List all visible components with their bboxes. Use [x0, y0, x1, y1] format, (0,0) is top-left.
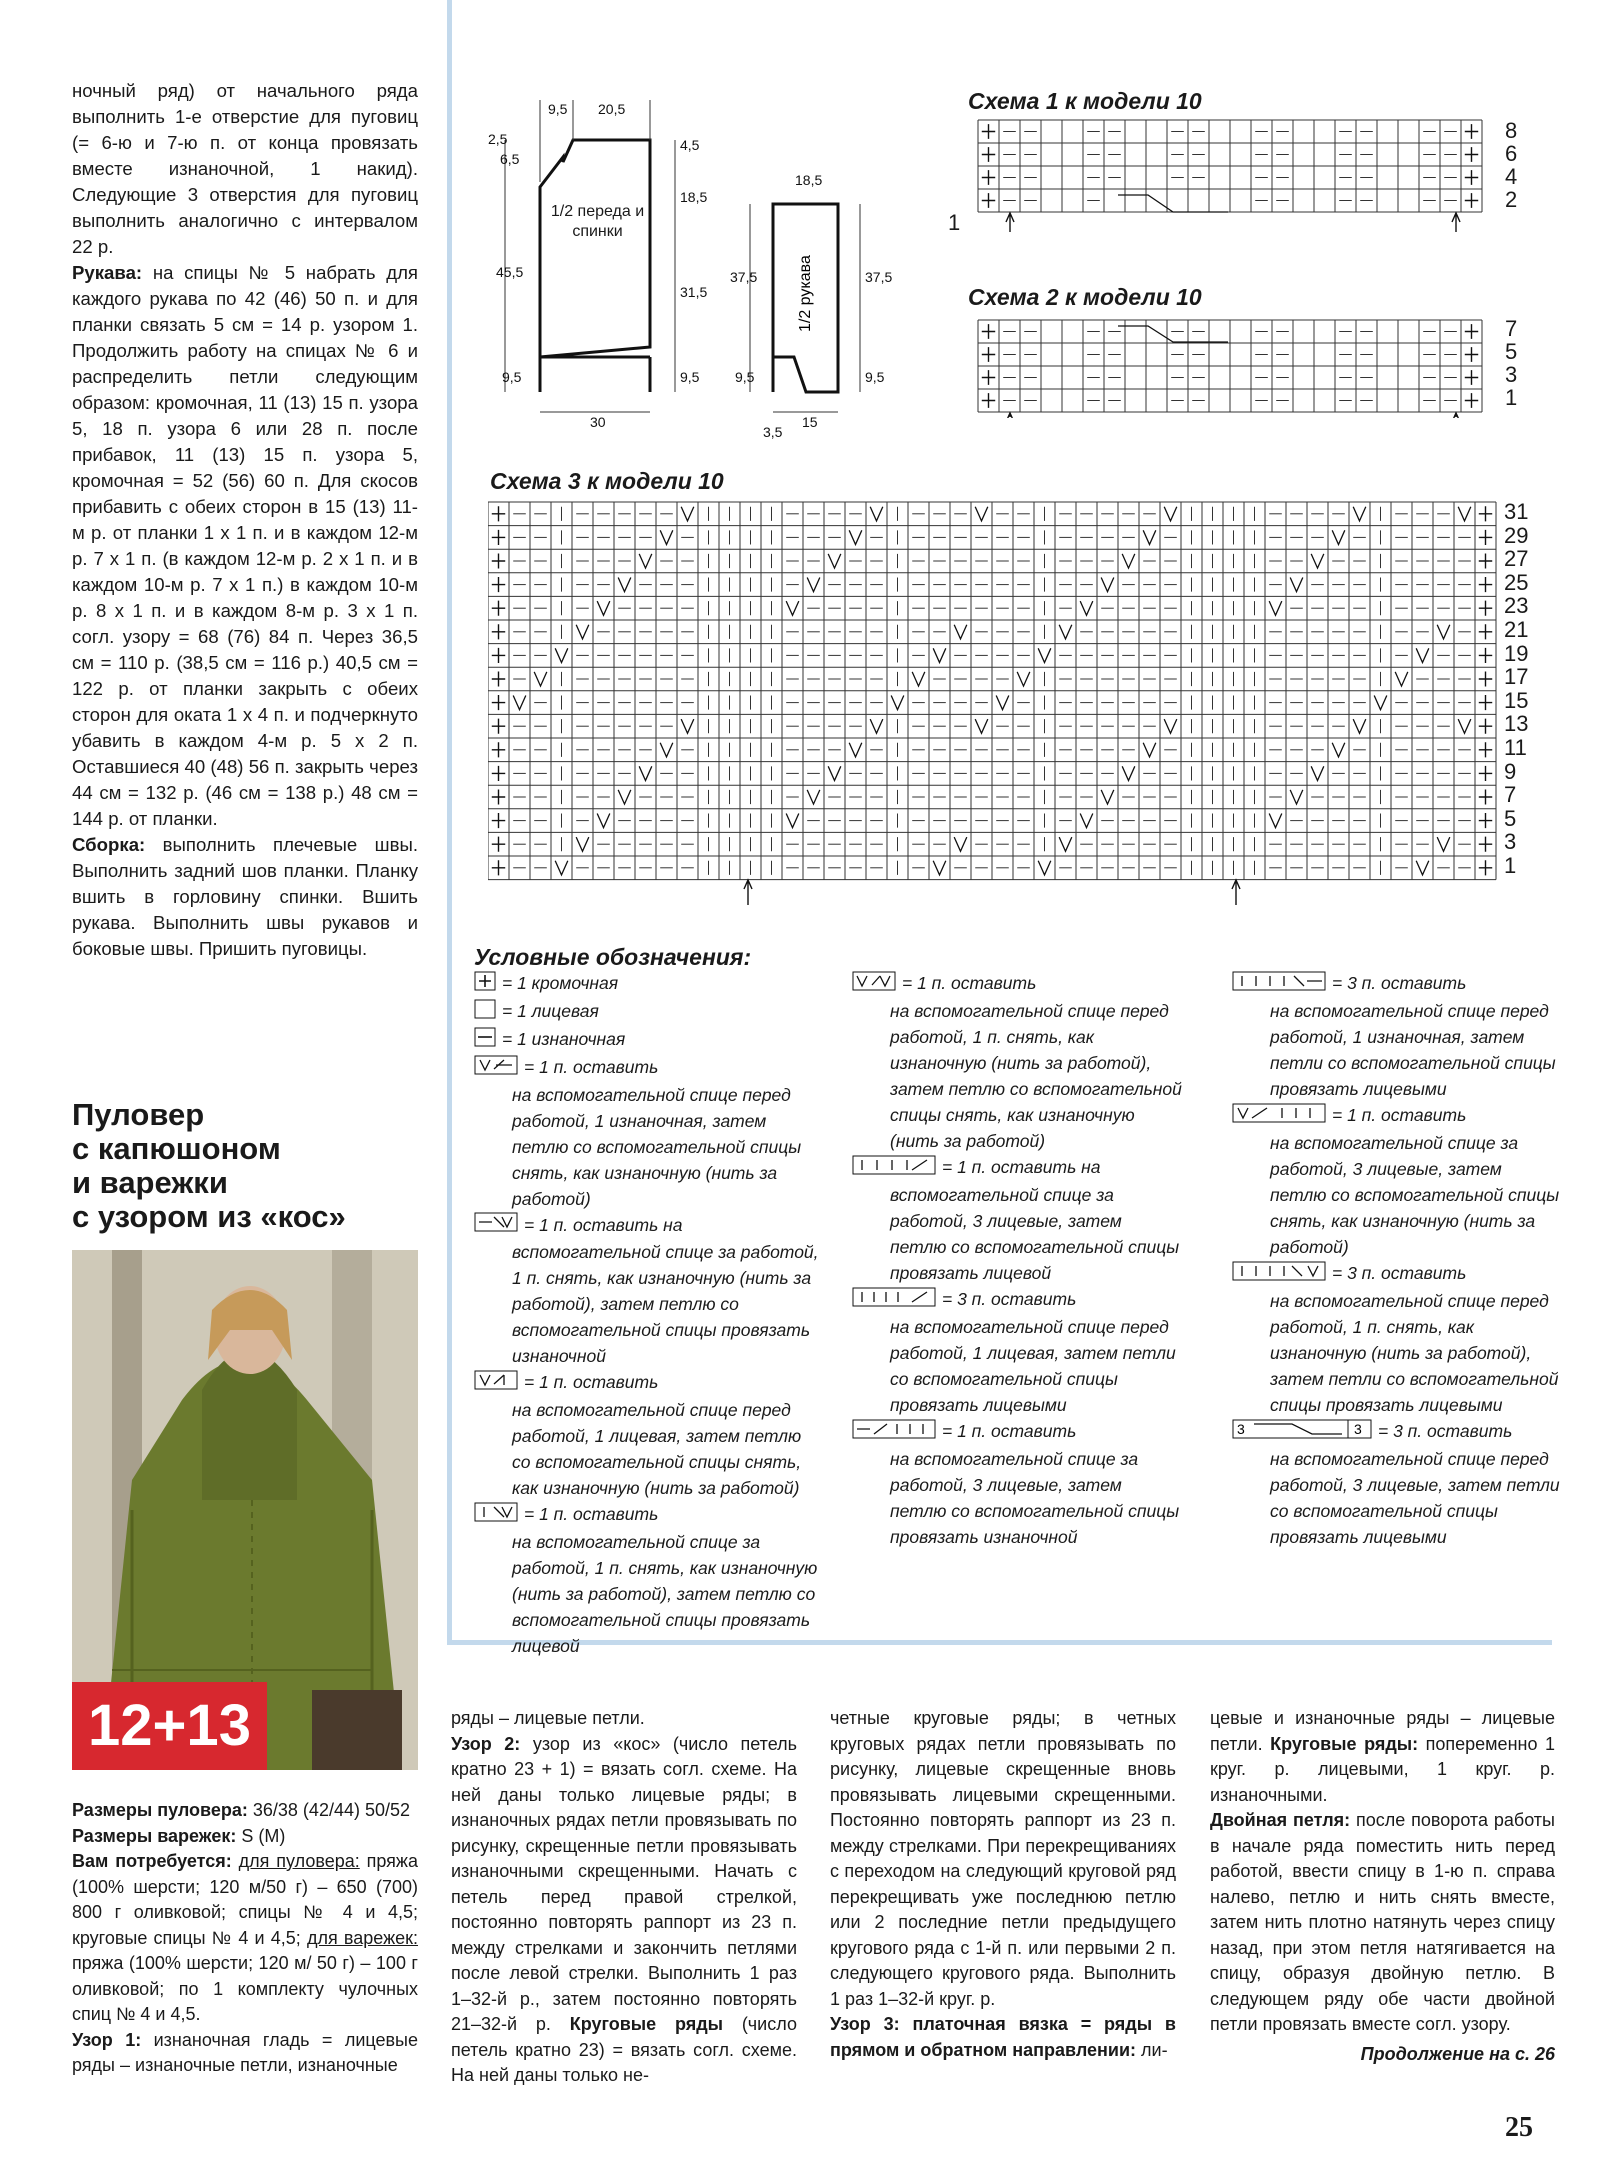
slip-mark	[1458, 507, 1471, 521]
scheme3-row-label: 23	[1504, 593, 1529, 619]
edge-stitch-mark	[1465, 124, 1478, 139]
cable-symbol	[852, 1419, 936, 1446]
legend-column-1	[474, 970, 824, 1659]
edge-stitch-mark	[1479, 624, 1492, 639]
sleeves-text: на спицы № 5 набрать для каждого рукава по 42 (46) 50 п. и для планки связать 5 см = 14 р. узором 1. Продолжить работу на спицах № 6 и распределить петли следующим образом: кромочная, 11 (13) 15 п. узора 5, 18 п. узора 6 или 28 п. после прибавок, 11 (13) 15 п. узора 5, кромочная = 52 (56) 60 п. Для скосов прибавить с обеих сторон в 15 (13) 11-м р. от планки 1 х 1 п. и в каждом 12-м р. 7 х 1 п. (в каждом 12-м р. 2 х 1 п. и в каждом 10-м р. 7 х 1 п.) в каждом 10-м р. 8 х 1 п. и в каждом 8-м р. 3 х 1 п. согл. узору = 68 (76) 84 п. Через 36,5 см = 110 р. (38,5 см = 116 р.) 40,5 см = 122 р. от планки закрыть с обеих сторон для оката 1 х 4 п. и подчеркнуто убавить в каждом 4-м р. 5 х 2 п. Оставшиеся 40 (48) 56 п. закрыть через 44 см = 132 р. (46 см = 138 р.) 48 см = 144 р. от планки.	[72, 262, 418, 829]
scheme3-row-label: 7	[1504, 782, 1517, 808]
slip-mark	[954, 625, 967, 639]
repeat-arrow-right	[1232, 880, 1240, 905]
article-title	[72, 1098, 412, 1234]
legend-item	[474, 1501, 824, 1659]
cable-symbol	[852, 1155, 936, 1182]
slip-mark	[975, 507, 988, 521]
edge-stitch-mark	[492, 860, 505, 875]
slip-mark	[576, 625, 589, 639]
legend-column-2	[852, 970, 1182, 1550]
purl-stitch-symbol	[474, 1027, 496, 1054]
cross-stitch-symbol	[852, 971, 896, 998]
slip-mark	[996, 696, 1009, 710]
legend-item-description: на вспомогательной спице за работой, 3 лицевые, затем петлю со вспомогательной спицы снять, как изнаночную (нить за работой)	[1270, 1132, 1560, 1257]
dim-label: 18,5	[680, 189, 708, 205]
scheme1-row-label: 4	[1505, 164, 1518, 189]
slip-mark	[1059, 625, 1072, 639]
slip-mark	[933, 648, 946, 662]
scheme1-title: Схема 1 к модели 10	[968, 88, 1202, 114]
pattern1-label: Узор 1:	[72, 2029, 142, 2050]
scheme3-row-label: 29	[1504, 522, 1529, 548]
slip-mark	[1269, 814, 1282, 828]
col3-text3: ли-	[1141, 2039, 1168, 2060]
slip-mark	[1416, 861, 1429, 875]
dim-label: 6,5	[500, 151, 520, 167]
scheme3-row-label: 13	[1504, 711, 1529, 737]
dim-label: 9,5	[502, 369, 522, 385]
legend-item-label: = 1 п. оставить	[942, 1420, 1077, 1441]
dim-label: 37,5	[865, 269, 893, 285]
slip-mark	[1374, 696, 1387, 710]
slip-mark	[786, 814, 799, 828]
slip-mark	[891, 696, 904, 710]
slip-mark	[807, 790, 820, 804]
edge-stitch-mark	[492, 577, 505, 592]
legend-item-description: вспомогательной спице за работой, 3 лицевые, затем петлю со вспомогательной спицы провязать лицевой	[890, 1184, 1180, 1283]
edge-stitch-mark	[492, 742, 505, 757]
cable-symbol	[852, 1287, 936, 1314]
mitten-sizes-value: S (M)	[241, 1825, 286, 1846]
edge-stitch-mark	[1465, 393, 1478, 408]
col4-text3: после поворота работы в начале ряда поместить нить перед работой, ввести спицу в 1-ю п. справа налево, петлю и нить снять вместе, затем нить плотно натянуть через спицу назад, при этом петля натягивается на спицу, образуя двойную петлю. В следующем ряду обе части двойной петли провязать вместе согл. узору.	[1210, 1810, 1555, 2034]
slip-mark	[1059, 837, 1072, 851]
edge-stitch-mark	[492, 719, 505, 734]
sizes-label: Размеры пуловера:	[72, 1800, 248, 1820]
slip-mark	[1458, 719, 1471, 733]
scheme1-row-label: 8	[1505, 118, 1518, 143]
legend-item	[1232, 1418, 1562, 1550]
cross-stitch-symbol	[474, 1502, 518, 1529]
scheme1-row-label-left: 1	[948, 210, 961, 235]
scheme3-row-label: 31	[1504, 499, 1529, 524]
col2-label: Узор 2:	[451, 1733, 521, 1754]
edge-stitch-mark	[1479, 766, 1492, 781]
legend-column-3	[1232, 970, 1562, 1550]
edge-stitch-mark	[492, 648, 505, 663]
slip-mark	[1332, 530, 1345, 544]
edge-stitch-mark	[982, 193, 995, 208]
slip-mark	[807, 578, 820, 592]
col3-label: Узор 3:	[830, 2014, 900, 2034]
col2-text2: узор из «кос» (число петель кратно 23 + 1) = вязать согл. схеме. На ней даны только лицевые ряды; в изнаночных рядах петли провязывать по рисунку, скрещенные петли провязывать изнаночными скрещенными. Начать с петель перед правой стрелкой, постоянно повторять раппорт из 23 п. между стрелками и закончить петлями после левой стрелки. Выполнить 1 раз 1–32-й р., затем постоянно повторять 21–32-й р.	[451, 1733, 797, 2034]
slip-mark	[1353, 719, 1366, 733]
scheme3-row-label: 17	[1504, 664, 1529, 690]
text-column-4	[1210, 1706, 1555, 2067]
edge-stitch-mark	[492, 601, 505, 616]
sizes-value: 36/38 (42/44) 50/52	[252, 1800, 411, 1820]
edge-stitch-mark	[1479, 813, 1492, 828]
left-intro: ночный ряд) от начального ряда выполнить 1-е отверстие для пуговиц (= 6-ю и 7-ю п. от конца провязать вместе изнаночной, 1 накид). Следующие 3 отверстия для пуговиц выполнить аналогично с интервалом 22 р.	[72, 80, 418, 257]
slip-mark	[1122, 766, 1135, 780]
slip-mark	[1143, 530, 1156, 544]
edge-stitch-mark	[1479, 506, 1492, 521]
slip-mark	[1101, 578, 1114, 592]
front-back-label: 1/2 переда и спинки	[550, 203, 645, 240]
edge-stitch-mark	[1479, 860, 1492, 875]
legend-item-label: = 1 п. оставить на	[942, 1156, 1101, 1177]
edge-stitch-mark	[1465, 370, 1478, 385]
slip-mark	[912, 672, 925, 686]
scheme3-row-label: 3	[1504, 829, 1517, 855]
sleeves-label: Рукава:	[72, 262, 143, 283]
slip-mark	[870, 719, 883, 733]
title-line: Пуловер	[72, 1097, 205, 1132]
dim-label: 9,5	[735, 369, 755, 385]
edge-stitch-mark	[1465, 170, 1478, 185]
slip-mark	[576, 837, 589, 851]
edge-stitch-mark	[982, 393, 995, 408]
edge-stitch-mark	[1479, 837, 1492, 852]
edge-stitch-mark	[492, 789, 505, 804]
slip-mark	[1437, 625, 1450, 639]
legend-item	[474, 998, 824, 1026]
repeat-arrow-right	[1452, 213, 1460, 232]
scheme3-row-label: 11	[1504, 734, 1527, 760]
slip-mark	[1017, 672, 1030, 686]
legend-item-description: на вспомогательной спице перед работой, 3 лицевые, затем петли со вспомогательной спицы провязать лицевыми	[1270, 1448, 1560, 1547]
legend-item-label: = 1 п. оставить	[524, 1372, 659, 1393]
scheme3-row-label: 25	[1504, 569, 1529, 595]
scheme3-row-label: 1	[1504, 852, 1517, 878]
cable-mark	[1118, 195, 1228, 212]
scheme3-row-label: 15	[1504, 687, 1529, 713]
slip-mark	[1038, 861, 1051, 875]
page-number: 25	[1505, 2112, 1533, 2143]
legend-item	[1232, 970, 1562, 1102]
edge-stitch-mark	[492, 837, 505, 852]
svg-text:3: 3	[1237, 1420, 1245, 1437]
assembly-label: Сборка:	[72, 834, 146, 855]
edge-stitch-mark	[1479, 789, 1492, 804]
slip-mark	[1164, 719, 1177, 733]
legend-item	[474, 1026, 824, 1054]
cable-3-3-symbol	[1232, 1419, 1372, 1446]
slip-mark	[660, 530, 673, 544]
need-pullover-label: для пуловера:	[238, 1851, 360, 1871]
text-column-2	[451, 1706, 797, 2089]
col3-text1: четные круговые ряды; в четных круговых рядах петли провязывать по рисунку, лицевые скрещенные вновь провязывать лицевыми скрещенными. Постоянно повторять раппорт из 23 п. между стрелками. При перекрещиваниях с переходом на следующий круговой ряд перекрещивать уже последнюю петлю или 2 последние петли предыдущего кругового ряда с 1-й п. или первыми 2 п. следующего кругового ряда. Выполнить 1 раз 1–32-й круг. р.	[830, 1708, 1176, 2009]
dim-label: 15	[802, 414, 818, 430]
scheme3-row-label: 27	[1504, 546, 1529, 572]
cable-symbol	[1232, 1103, 1326, 1130]
legend-item-description: на вспомогательной спице перед работой, 1 п. снять, как изнаночную (нить за работой), затем петли со вспомогательной спицы провязать лицевыми	[1270, 1290, 1559, 1415]
continued-note: Продолжение на с. 26	[1360, 2043, 1555, 2064]
grid-cells	[978, 320, 1482, 412]
scheme2-title: Схема 2 к модели 10	[968, 284, 1202, 310]
slip-mark	[555, 861, 568, 875]
slip-mark	[786, 601, 799, 615]
slip-mark	[1395, 672, 1408, 686]
slip-mark	[681, 507, 694, 521]
legend-item-label: = 1 п. оставить	[524, 1504, 659, 1525]
pattern1-text: изнаночная гладь = лицевые ряды – изнаночные петли, изнаночные	[72, 2029, 418, 2075]
edge-stitch-mark	[982, 170, 995, 185]
edge-stitch-mark	[1479, 601, 1492, 616]
title-line: и варежки	[72, 1165, 228, 1200]
edge-stitch-mark	[492, 766, 505, 781]
cable-mark	[1118, 326, 1228, 342]
slip-mark	[1164, 507, 1177, 521]
edge-stitch-mark	[1479, 648, 1492, 663]
title-line: с капюшоном	[72, 1131, 281, 1166]
scheme3-row-label: 21	[1504, 616, 1529, 642]
slip-mark	[1353, 507, 1366, 521]
slip-mark	[828, 554, 841, 568]
scheme2-row-label: 1	[1505, 385, 1518, 410]
slip-mark	[1437, 837, 1450, 851]
scheme2-grid	[968, 318, 1498, 418]
need-label: Вам потребуется:	[72, 1851, 232, 1871]
edge-stitch-mark	[492, 671, 505, 686]
frame-line-vertical	[447, 0, 452, 1645]
dim-label: 3,5	[763, 424, 783, 440]
legend-item-label: = 1 кромочная	[502, 973, 619, 993]
slip-mark	[1269, 601, 1282, 615]
title-line: с узором из «кос»	[72, 1199, 346, 1234]
scheme1-row-label: 6	[1505, 141, 1518, 166]
repeat-arrow-left	[1006, 213, 1014, 232]
legend-item	[852, 1286, 1182, 1418]
scheme3-row-label: 9	[1504, 758, 1517, 784]
slip-mark	[849, 743, 862, 757]
slip-mark	[933, 861, 946, 875]
article-materials	[72, 1798, 418, 2079]
slip-mark	[618, 790, 631, 804]
edge-stitch-mark	[492, 553, 505, 568]
knit-stitch-symbol	[474, 999, 496, 1026]
cross-stitch-symbol	[474, 1370, 518, 1397]
dim-label: 37,5	[730, 269, 758, 285]
slip-mark	[534, 672, 547, 686]
slip-mark	[681, 719, 694, 733]
legend-item-description: на вспомогательной спице перед работой, 1 п. снять, как изнаночную (нить за работой), затем петлю со вспомогательной спицы снять, как изнаночную (нить за работой)	[890, 1000, 1182, 1151]
slip-mark	[639, 554, 652, 568]
legend-item-label: = 3 п. оставить	[1378, 1420, 1513, 1441]
col2-text3: (число петель кратно 23) = вязать согл. схеме. На ней даны только не-	[451, 2014, 797, 2085]
edge-stitch-mark	[1479, 742, 1492, 757]
edge-stitch-mark	[1479, 577, 1492, 592]
edge-stitch-mark	[492, 695, 505, 710]
assembly-text: выполнить плечевые швы. Выполнить задний шов планки. Планку вшить в горловину спинки. Вшить рукава. Выполнить швы рукавов и боковые швы. Пришить пуговицы.	[72, 834, 418, 959]
slip-mark	[975, 719, 988, 733]
repeat-arrow-left	[1006, 413, 1014, 418]
cable-symbol	[1232, 971, 1326, 998]
scheme3-row-label: 5	[1504, 805, 1517, 831]
legend-item-label: = 3 п. оставить	[942, 1288, 1077, 1309]
legend-title: Условные обозначения:	[474, 944, 752, 970]
slip-mark	[849, 530, 862, 544]
repeat-arrow-left	[744, 880, 752, 905]
slip-mark	[1143, 743, 1156, 757]
legend-item-description: на вспомогательной спице перед работой, 1 изнаночная, затем петлю со вспомогательной спицы снять, как изнаночную (нить за работой)	[512, 1084, 802, 1209]
legend-item-label: = 3 п. оставить	[1332, 1262, 1467, 1283]
col4-text1: цевые и изнаночные ряды – лицевые петли.	[1210, 1708, 1555, 1754]
garment-schematic	[480, 92, 920, 442]
legend-item-description: на вспомогательной спице перед работой, 1 изнаночная, затем петли со вспомогательной спицы провязать лицевыми	[1270, 1000, 1556, 1099]
edge-stitch-symbol	[474, 971, 496, 998]
col4-text2: попеременно 1 круг. р. лицевыми, 1 круг. р. изнаночными.	[1210, 1733, 1555, 1805]
scheme3-title: Схема 3 к модели 10	[490, 468, 724, 494]
slip-mark	[828, 766, 841, 780]
scheme3-grid	[488, 500, 1498, 920]
legend-item	[474, 1054, 824, 1212]
slip-mark	[870, 507, 883, 521]
slip-mark	[1311, 554, 1324, 568]
slip-mark	[513, 696, 526, 710]
grid-cells	[978, 120, 1482, 212]
slip-mark	[954, 837, 967, 851]
scheme3-row-labels	[1504, 500, 1548, 878]
legend-item	[852, 1154, 1182, 1286]
edge-stitch-mark	[1465, 193, 1478, 208]
slip-mark	[597, 601, 610, 615]
scheme2-row-label: 5	[1505, 339, 1518, 364]
slip-mark	[1290, 578, 1303, 592]
edge-stitch-mark	[492, 813, 505, 828]
slip-mark	[1416, 648, 1429, 662]
dim-label: 18,5	[795, 172, 823, 188]
legend-item	[474, 1369, 824, 1501]
dim-label: 9,5	[680, 369, 700, 385]
need-pullover-text: пряжа (100% шерсти; 120 м/50 г) – 650 (700) 800 г оливковой; спицы № 4 и 4,5; круговые спицы № 4 и 4,5;	[72, 1851, 418, 1948]
slip-mark	[555, 648, 568, 662]
cross-stitch-symbol	[474, 1212, 518, 1239]
legend-item-label: = 1 п. оставить	[902, 973, 1037, 993]
scheme1-row-label: 2	[1505, 187, 1518, 212]
dim-label: 30	[590, 414, 606, 430]
edge-stitch-mark	[1465, 347, 1478, 362]
scheme2-row-label: 7	[1505, 316, 1518, 341]
legend-item	[1232, 1260, 1562, 1418]
legend-item-description: на вспомогательной спице за работой, 1 п. снять, как изнаночную (нить за работой), затем петлю со вспомогательной спицы провязать лицевой	[512, 1532, 818, 1657]
edge-stitch-mark	[492, 624, 505, 639]
legend-item-label: = 1 п. оставить	[1332, 1104, 1467, 1125]
slip-mark	[660, 743, 673, 757]
legend-item-label: = 1 лицевая	[502, 1000, 599, 1021]
legend-item-description: на вспомогательной спице перед работой, 1 лицевая, затем петлю со вспомогательной спицы снять, как изнаночную (нить за работой)	[512, 1400, 802, 1499]
col4-double-label: Двойная петля:	[1210, 1810, 1351, 1830]
legend-item	[474, 1212, 824, 1370]
left-column	[72, 78, 418, 962]
edge-stitch-mark	[982, 324, 995, 339]
edge-stitch-mark	[1465, 324, 1478, 339]
edge-stitch-mark	[492, 530, 505, 545]
cable-symbol	[1232, 1261, 1326, 1288]
dim-label: 31,5	[680, 284, 708, 300]
legend-item-label: = 1 п. оставить	[524, 1056, 659, 1077]
cross-stitch-symbol	[474, 1055, 518, 1082]
edge-stitch-mark	[1479, 553, 1492, 568]
legend-item	[852, 1418, 1182, 1550]
legend-item-label: = 1 изнаночная	[502, 1028, 626, 1049]
dim-label: 9,5	[548, 101, 568, 117]
dim-label: 45,5	[496, 264, 524, 280]
legend-item-label: = 3 п. оставить	[1332, 973, 1467, 993]
legend-item-description: на вспомогательной спице за работой, 3 лицевые, затем петлю со вспомогательной спицы провязать изнаночной	[890, 1448, 1180, 1547]
legend-item-description: на вспомогательной спице перед работой, 1 лицевая, затем петли со вспомогательной спицы провязать лицевыми	[890, 1316, 1176, 1415]
legend-item	[1232, 1102, 1562, 1260]
slip-mark	[1122, 554, 1135, 568]
edge-stitch-mark	[982, 347, 995, 362]
scheme1-grid	[968, 118, 1498, 234]
svg-text:3: 3	[1354, 1420, 1362, 1437]
edge-stitch-mark	[1479, 719, 1492, 734]
need-mittens-text: пряжа (100% шерсти; 120 м/ 50 г) – 100 г оливковой; по 1 комплекту чулочных спиц № 4 и 4,5.	[72, 1953, 418, 2024]
edge-stitch-mark	[982, 147, 995, 162]
dim-label: 9,5	[865, 369, 885, 385]
slip-mark	[1080, 601, 1093, 615]
edge-stitch-mark	[982, 370, 995, 385]
legend-item	[852, 970, 1182, 1154]
edge-stitch-mark	[1479, 671, 1492, 686]
legend-item-description: вспомогательной спице за работой, 1 п. снять, как изнаночную (нить за работой), затем петлю со вспомогательной спицы провязать изнаночной	[512, 1242, 819, 1367]
repeat-arrow-right	[1452, 413, 1460, 418]
edge-stitch-mark	[492, 506, 505, 521]
col3-text2: платочная вязка = ряды в прямом и обратном направлении:	[830, 2014, 1176, 2060]
col4-round-label: Круговые ряды:	[1270, 1733, 1419, 1754]
edge-stitch-mark	[1479, 530, 1492, 545]
edge-stitch-mark	[1479, 695, 1492, 710]
mitten-sizes-label: Размеры варежек:	[72, 1825, 237, 1846]
slip-mark	[639, 766, 652, 780]
text-column-3	[830, 1706, 1176, 2063]
legend-item	[474, 970, 824, 998]
dim-label: 2,5	[488, 131, 508, 147]
legend-item-label: = 1 п. оставить на	[524, 1214, 683, 1235]
edge-stitch-mark	[982, 124, 995, 139]
col2-text1: ряды – лицевые петли.	[451, 1708, 645, 1728]
col2-round-label: Круговые ряды	[569, 2014, 724, 2034]
model-badge: 12+13	[72, 1682, 267, 1770]
dim-label: 20,5	[598, 101, 626, 117]
sleeve-label: 1/2 рукава	[797, 255, 814, 332]
grid-cells	[488, 502, 1496, 880]
slip-mark	[597, 814, 610, 828]
need-mittens-label: для варежек:	[306, 1927, 419, 1948]
slip-mark	[1080, 814, 1093, 828]
model-photo	[72, 1250, 418, 1770]
edge-stitch-mark	[1465, 147, 1478, 162]
slip-mark	[1290, 790, 1303, 804]
scheme2-row-label: 3	[1505, 362, 1518, 387]
scheme3-row-label: 19	[1504, 640, 1529, 666]
slip-mark	[1101, 790, 1114, 804]
slip-mark	[1038, 648, 1051, 662]
slip-mark	[1311, 766, 1324, 780]
slip-mark	[1332, 743, 1345, 757]
slip-mark	[618, 578, 631, 592]
dim-label: 4,5	[680, 137, 700, 153]
